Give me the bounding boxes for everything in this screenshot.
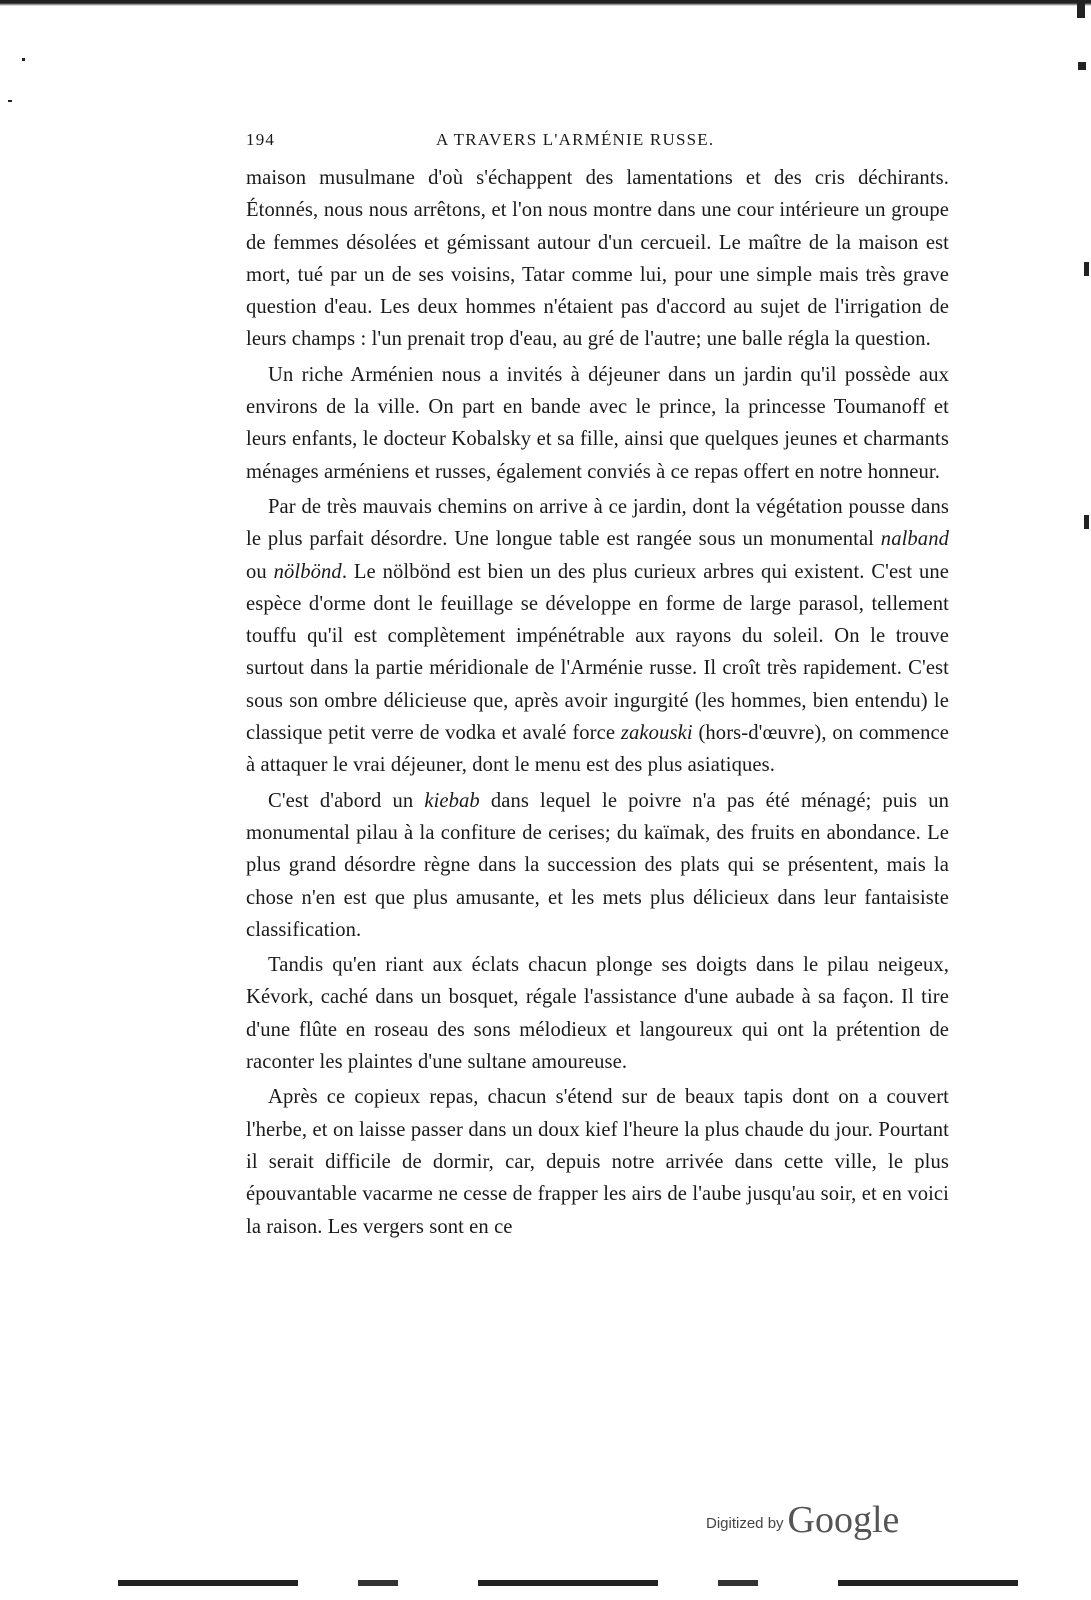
scan-top-edge	[0, 0, 1091, 6]
scan-speck	[22, 58, 25, 61]
page-number: 194	[246, 130, 276, 149]
running-title: A TRAVERS L'ARMÉNIE RUSSE.	[436, 130, 715, 149]
text-run: maison musulmane d'où s'échappent des lamentations et des cris déchirants. Étonnés, nous nous arrêtons, et l'on nous montre dans une cour intérieure un groupe de femmes désolées et gémissant autour d'un cercueil. Le maître de la maison est mort, tué par un de ses voisins, Tatar comme lui, pour une simple mais très grave question d'eau. Les deux hommes n'étaient pas d'accord au sujet de l'irrigation de leurs champs : l'un prenait trop d'eau, au gré de l'autre; une balle régla la question.	[246, 167, 949, 351]
text-run: Tandis qu'en riant aux éclats chacun plonge ses doigts dans le pilau neigeux, Kévork, caché dans un bosquet, régale l'assistance d'une aubade à sa façon. Il tire d'une flûte en roseau des sons mélodieux et langoureux qui ont la prétention de raconter les plaintes d'une sultane amoureuse.	[246, 954, 949, 1074]
paragraph	[246, 949, 949, 1081]
text-run: . Le nölbönd est bien un des plus curieux arbres qui existent. C'est une espèce d'orme dont le feuillage se développe en forme de large parasol, tellement touffu qu'il est complètement impénétrable aux rayons du soleil. On le trouve surtout dans la partie méridionale de l'Arménie russe. Il croît très rapidement. C'est sous son ombre délicieuse que, après avoir ingurgité (les hommes, bien entendu) le classique petit verre de vodka et avalé force	[246, 560, 949, 745]
scan-speck	[8, 100, 12, 102]
italic-term: zakouski	[620, 722, 693, 745]
margin-mark	[1084, 515, 1089, 529]
paragraph	[246, 491, 949, 785]
google-wordmark: Google	[787, 1499, 900, 1541]
italic-term: nölbönd	[273, 560, 342, 583]
scan-speck	[1078, 62, 1086, 70]
text-run: Par de très mauvais chemins on arrive à ce jardin, dont la végétation pousse dans le plus parfait désordre. Une longue table est rangée sous un monumental	[246, 495, 949, 551]
scan-bottom-edge	[118, 1580, 1078, 1586]
running-header	[246, 130, 946, 156]
paragraph	[246, 359, 949, 491]
digitized-by-text: Digitized by	[706, 1515, 784, 1532]
text-run: dans lequel le poivre n'a pas été ménagé; puis un monumental pilau à la confiture de cerises; du kaïmak, des fruits en abondance. Le plus grand désordre règne dans la succession des plats qui se présentent, mais la chose n'en est que plus amusante, et les mets plus délicieux dans leur fantaisiste classification.	[246, 789, 949, 941]
italic-term: kiebab	[424, 789, 480, 812]
text-run: Après ce copieux repas, chacun s'étend sur de beaux tapis dont on a couvert l'herbe, et on laisse passer dans un doux kief l'heure la plus chaude du jour. Pourtant il serait difficile de dormir, car, depuis notre arrivée dans cette ville, le plus épouvantable vacarme ne cesse de frapper les airs de l'aube jusqu'au soir, et en voici la raison. Les vergers sont en ce	[246, 1086, 949, 1238]
scan-corner-mark	[1077, 0, 1085, 18]
text-run: C'est d'abord un	[268, 789, 425, 812]
text-run: Un riche Arménien nous a invités à déjeuner dans un jardin qu'il possède aux environs de la ville. On part en bande avec le prince, la princesse Toumanoff et leurs enfants, le docteur Kobalsky et sa fille, ainsi que quelques jeunes et charmants ménages arméniens et russes, également conviés à ce repas offert en notre honneur.	[246, 363, 949, 483]
text-run: ou	[246, 560, 274, 583]
paragraph	[246, 785, 949, 949]
italic-term: nalband	[880, 528, 949, 551]
margin-mark	[1084, 262, 1089, 276]
digitized-watermark	[706, 1498, 899, 1548]
page-body	[246, 162, 949, 1246]
paragraph	[246, 162, 949, 359]
paragraph	[246, 1081, 949, 1245]
text-run: (hors-d'œuvre), on commence à attaquer le vrai déjeuner, dont le menu est des plus asiatiques.	[246, 722, 949, 777]
